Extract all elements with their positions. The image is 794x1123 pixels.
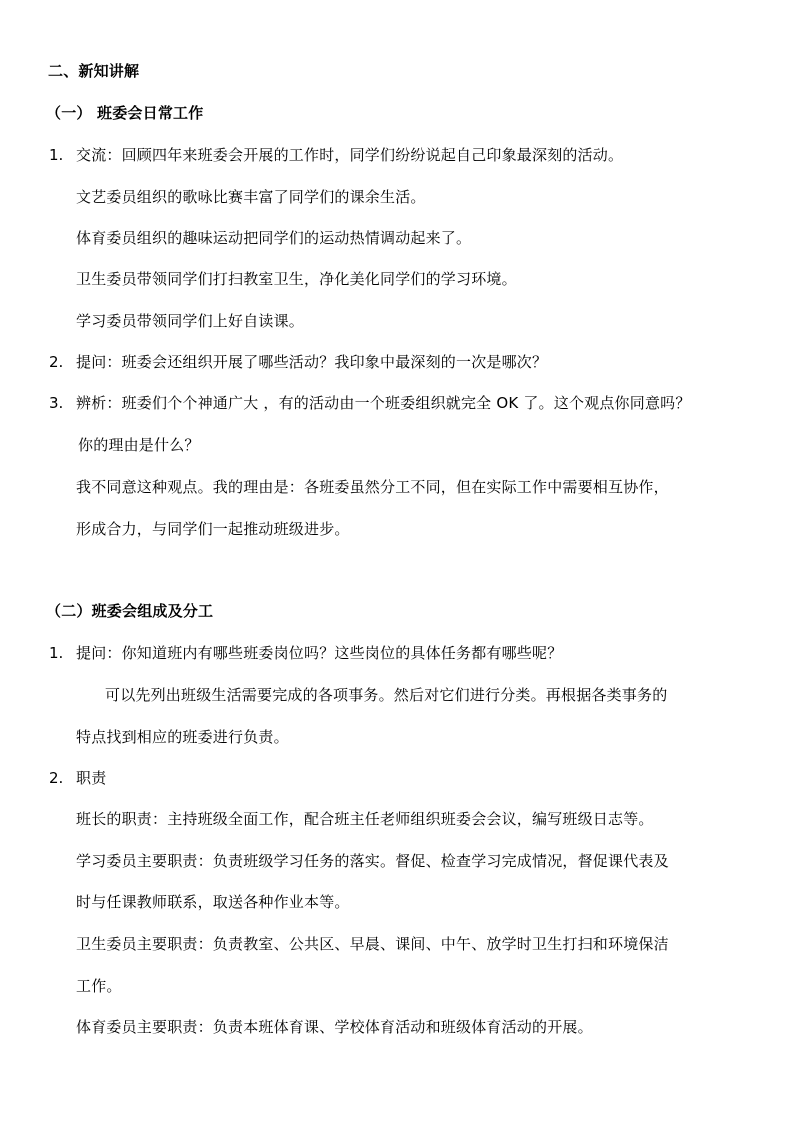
part2-item2-number: 2. [49, 769, 64, 787]
duty-line: 学习委员主要职责：负责班级学习任务的落实。督促、检查学习完成情况，督促课代表及 [76, 852, 669, 870]
duty-line: 工作。 [76, 977, 122, 995]
part1-item3-question-line1: 辨析：班委们个个神通广大 ，有的活动由一个班委组织就完全 OK 了。这个观点你同意吗？ [76, 394, 691, 412]
part1-item3-answer-line1: 我不同意这种观点。我的理由是：各班委虽然分工不同，但在实际工作中需要相互协作， [76, 478, 669, 496]
part1-item2-question: 提问：班委会还组织开展了哪些活动？我印象中最深刻的一次是哪次？ [76, 353, 548, 371]
part1-item1-line: 体育委员组织的趣味运动把同学们的运动热情调动起来了。 [76, 229, 472, 247]
part2-heading: （二）班委会组成及分工 [46, 602, 214, 620]
part2-item1-answer-line1: 可以先列出班级生活需要完成的各项事务。然后对它们进行分类。再根据各类事务的 [105, 686, 668, 704]
duty-line: 体育委员主要职责：负责本班体育课、学校体育活动和班级体育活动的开展。 [76, 1018, 593, 1036]
part1-item1-question: 交流：回顾四年来班委会开展的工作时，同学们纷纷说起自己印象最深刻的活动。 [76, 146, 624, 164]
part2-item1-number: 1. [49, 644, 64, 662]
part1-heading: （一） 班委会日常工作 [46, 104, 204, 122]
part2-item1-answer-line2: 特点找到相应的班委进行负责。 [76, 728, 289, 746]
part1-item1-line: 文艺委员组织的歌咏比赛丰富了同学们的课余生活。 [76, 188, 426, 206]
part2-item2-title: 职责 [76, 769, 107, 787]
part1-item2-number: 2. [49, 353, 64, 371]
part1-item3-question-line2: 你的理由是什么？ [78, 436, 200, 454]
part1-item1-line: 卫生委员带领同学们打扫教室卫生，净化美化同学们的学习环境。 [76, 270, 517, 288]
part1-item3-answer-line2: 形成合力，与同学们一起推动班级进步。 [76, 520, 350, 538]
part2-item1-question: 提问：你知道班内有哪些班委岗位吗？这些岗位的具体任务都有哪些呢？ [76, 644, 563, 662]
part1-item1-number: 1. [49, 146, 64, 164]
duty-line: 卫生委员主要职责：负责教室、公共区、早晨、课间、中午、放学时卫生打扫和环境保洁 [76, 935, 669, 953]
part1-item3-number: 3. [49, 394, 64, 412]
section-title: 二、新知讲解 [48, 62, 140, 80]
duty-line: 时与任课教师联系，取送各种作业本等。 [76, 893, 350, 911]
part1-item1-line: 学习委员带领同学们上好自读课。 [76, 312, 305, 330]
duty-line: 班长的职责：主持班级全面工作，配合班主任老师组织班委会会议，编写班级日志等。 [76, 810, 654, 828]
